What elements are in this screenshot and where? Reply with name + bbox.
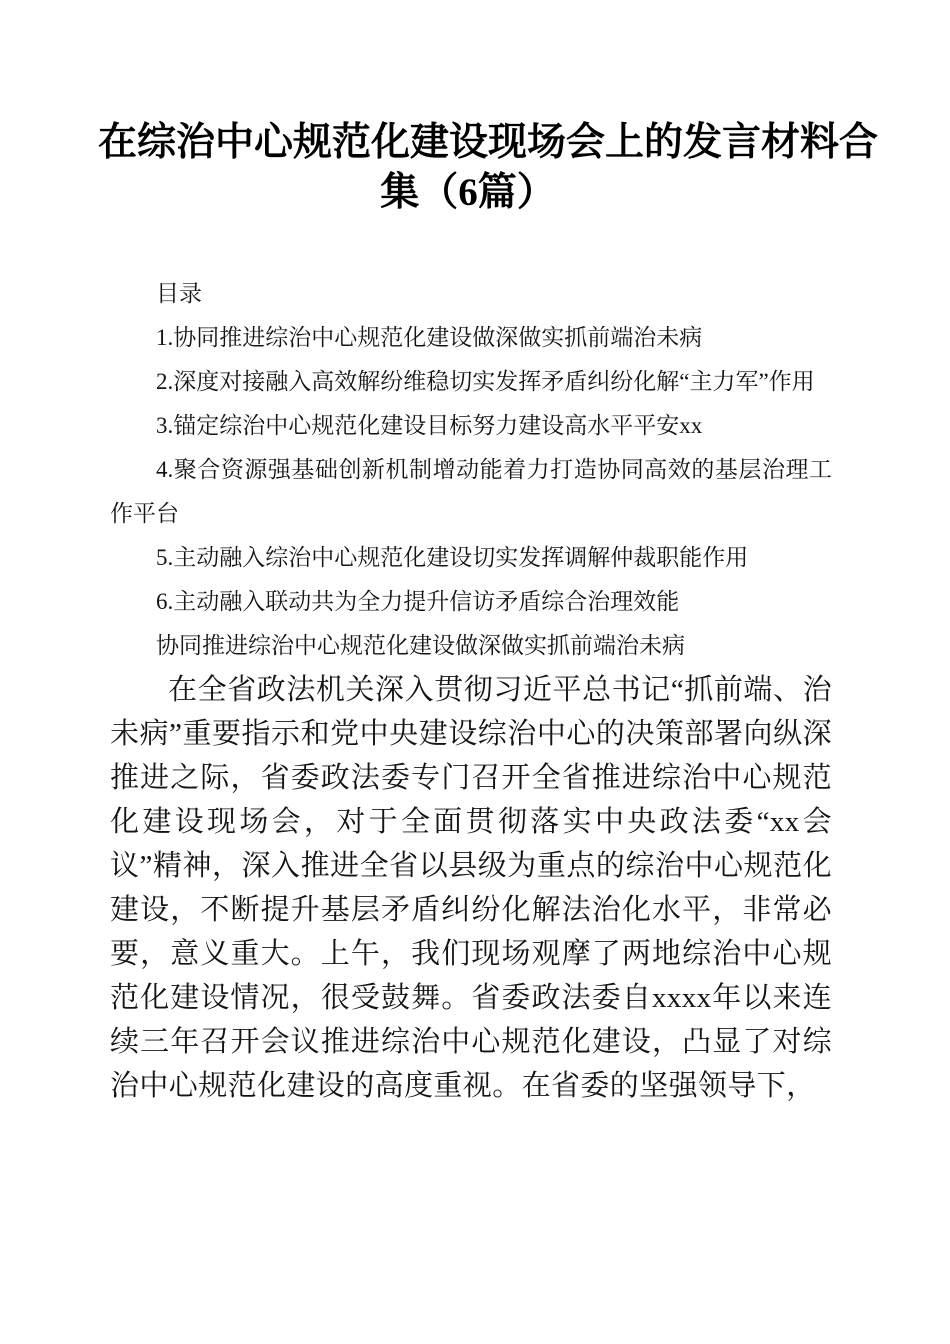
document-title-line-1: 在综治中心规范化建设现场会上的发言材料合 xyxy=(98,121,879,164)
toc-item-4[interactable]: 4.聚合资源强基础创新机制增动能着力打造协同高效的基层治理工作平台 xyxy=(110,457,832,526)
document-title-line-2: 集（6篇） xyxy=(380,171,556,214)
toc-item-5[interactable]: 5.主动融入综治中心规范化建设切实发挥调解仲裁职能作用 xyxy=(156,545,749,570)
toc-item-3[interactable]: 3.锚定综治中心规范化建设目标努力建设高水平平安xx xyxy=(156,413,703,438)
document-body xyxy=(110,272,832,1108)
body-paragraph: 在全省政法机关深入贯彻习近平总书记“抓前端、治未病”重要指示和党中央建设综治中心的决策部署向纵深推进之际，省委政法委专门召开全省推进综治中心规范化建设现场会，对于全面贯彻落实中央政法委“xx会议”精神，深入推进全省以县级为重点的综治中心规范化建设，不断提升基层矛盾纠纷化解法治化水平，非常必要，意义重大。上午，我们现场观摩了两地综治中心规范化建设情况，很受鼓舞。省委政法委自xxxx年以来连续三年召开会议推进综治中心规范化建设，凸显了对综治中心规范化建设的高度重视。在省委的坚强领导下， xyxy=(110,674,832,1102)
toc-item-2[interactable]: 2.深度对接融入高效解纷维稳切实发挥矛盾纠纷化解“主力军”作用 xyxy=(156,369,815,394)
toc-item-6[interactable]: 6.主动融入联动共为全力提升信访矛盾综合治理效能 xyxy=(156,589,680,614)
toc-item-1[interactable]: 1.协同推进综治中心规范化建设做深做实抓前端治未病 xyxy=(156,325,703,350)
toc-heading: 目录 xyxy=(156,281,202,306)
table-of-contents xyxy=(110,272,832,624)
section-heading: 协同推进综治中心规范化建设做深做实抓前端治未病 xyxy=(156,633,685,658)
document-title xyxy=(98,118,879,218)
